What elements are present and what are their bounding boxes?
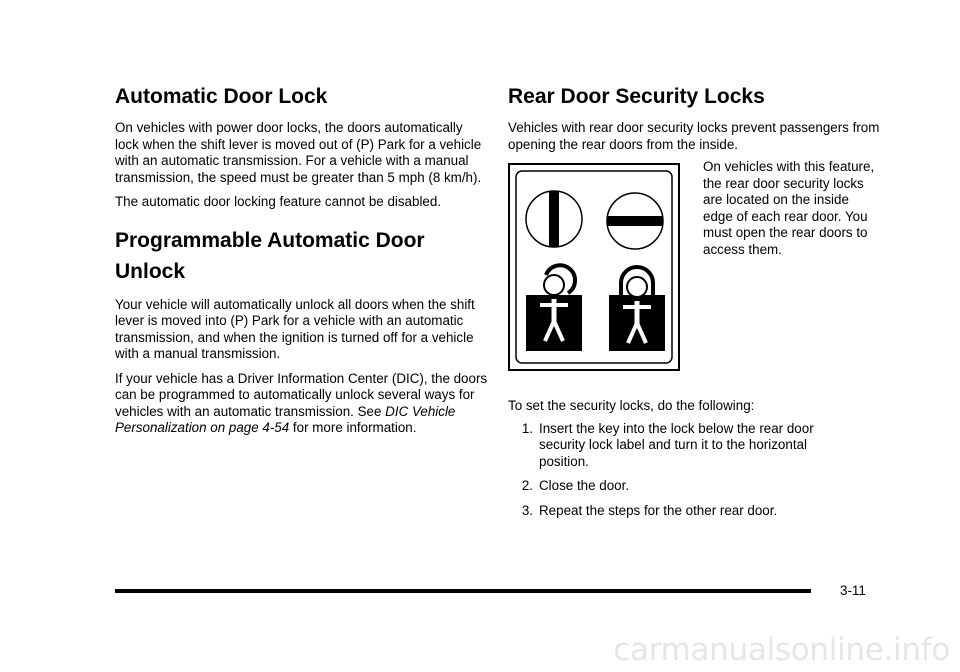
step-item	[508, 478, 880, 495]
figure-caption	[703, 159, 879, 258]
steps-list	[508, 421, 880, 520]
step-item	[508, 421, 880, 471]
right-column	[508, 84, 880, 527]
step-text: Repeat the steps for the other rear door.	[539, 502, 778, 518]
locked-position-icon	[607, 193, 663, 249]
step-number: 3.	[521, 502, 533, 518]
dic-text-after: for more information.	[289, 420, 417, 435]
security-lock-figure-row	[508, 159, 880, 371]
heading-programmable-unlock: Programmable Automatic Door Unlock	[115, 228, 425, 283]
dic-text-before: If your vehicle has a Driver Information Center (DIC), the doors can be programmed to automatically unlock several ways for vehicles with an automatic transmission. See	[115, 370, 488, 419]
paragraph-security-locks-intro: Vehicles with rear door security locks prevent passengers from opening the rear doors from the inside.	[508, 120, 880, 152]
unlocked-position-icon	[526, 191, 582, 247]
paragraph-auto-lock-description: On vehicles with power door locks, the doors automatically lock when the shift lever is moved out of (P) Park for a vehicle with an automatic transmission. For a vehicle with a manual transmission, the speed must be greater than 5 mph (8 km/h).	[115, 120, 482, 185]
paragraph-unlock-description: Your vehicle will automatically unlock all doors when the shift lever is moved into (P) Park for a vehicle with an automatic transmission, and when the ignition is turned off for a vehicle with a manual transmission.	[115, 296, 475, 361]
caption-text: On vehicles with this feature, the rear door security locks are located on the inside edge of each rear door. You must open the rear doors to access them.	[703, 159, 875, 257]
step-text: Insert the key into the lock below the rear door security lock label and turn it to the horizontal position.	[539, 420, 814, 469]
step-number: 1.	[521, 420, 533, 436]
security-lock-label-illustration	[508, 163, 680, 371]
page-number: 3-11	[840, 583, 866, 598]
footer-rule	[115, 589, 811, 593]
dic-personalization-reference: DIC Vehicle Personalization on page 4-54	[115, 403, 456, 435]
paragraph-auto-lock-note: The automatic door locking feature cannot be disabled.	[115, 194, 442, 209]
heading-automatic-door-lock: Automatic Door Lock	[115, 85, 328, 108]
step-text: Close the door.	[539, 478, 630, 493]
paragraph-dic-info	[115, 371, 490, 437]
steps-intro: To set the security locks, do the following:	[508, 398, 755, 413]
step-item	[508, 503, 880, 520]
watermark: carmanualsonline.info	[613, 632, 950, 668]
left-column	[115, 84, 490, 445]
heading-rear-door-security-locks: Rear Door Security Locks	[508, 85, 765, 108]
step-number: 2.	[521, 478, 533, 493]
